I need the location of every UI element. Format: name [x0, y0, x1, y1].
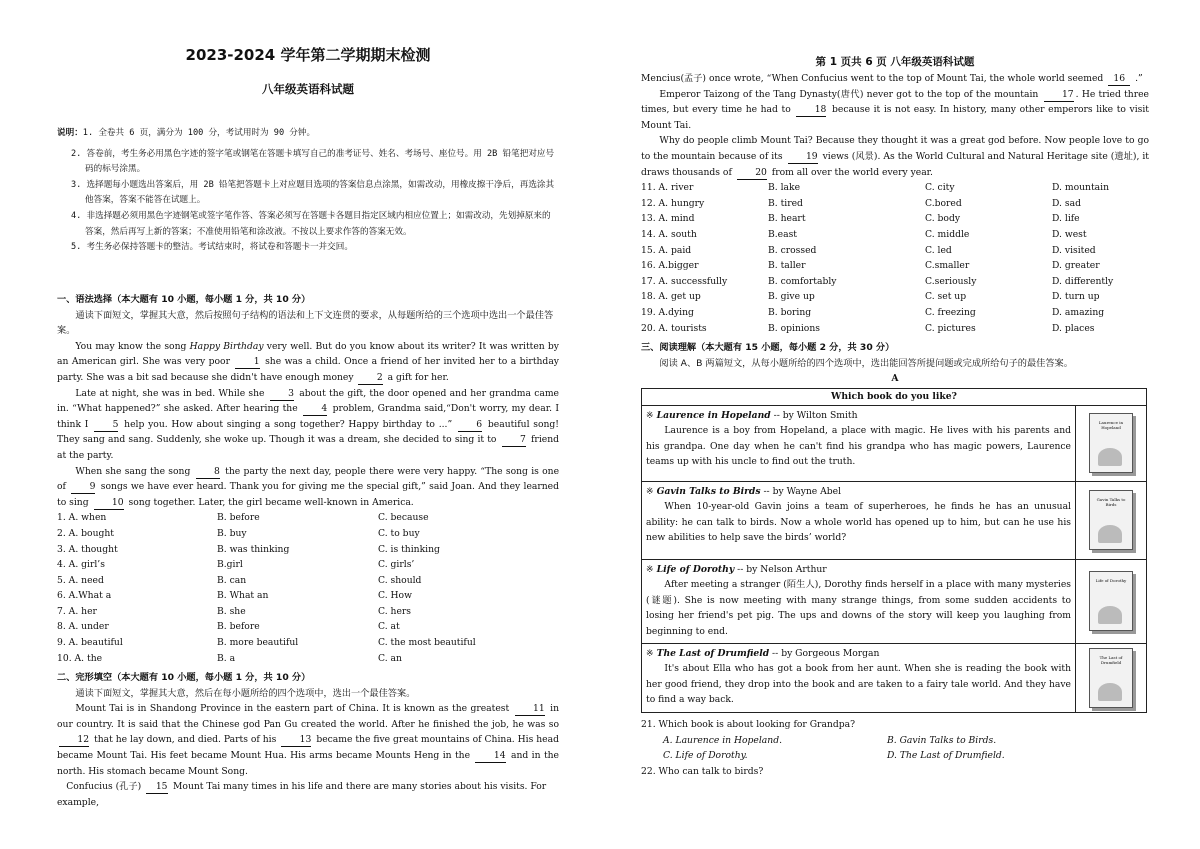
option-cell: B. tired: [768, 197, 803, 209]
option-cell: B. opinions: [768, 322, 820, 334]
blank-3: 3: [270, 388, 294, 401]
book-table: [641, 388, 1147, 713]
option-d: D. The Last of Drumfield.: [887, 750, 1005, 762]
option-cell: C.seriously: [925, 275, 977, 287]
book-row: [642, 559, 1147, 643]
blank-16: 16: [1108, 73, 1130, 86]
notes-label: 说明：: [57, 128, 83, 138]
option-cell: C.bored: [925, 197, 962, 209]
right-column: [641, 0, 1149, 849]
book-cover-image: [1089, 490, 1133, 550]
option-cell: C. is thinking: [378, 543, 440, 555]
passage-paragraph: Late at night, she was in bed. While she 3 about the gift, the door opened and her grandma came in. “What happened?” she asked. After hearing the 4 problem, Grandma said,“Don't worry, my dear. I think I 5 help you. How about singing a song together? Happy birthday to ...” 6 beautiful song! They sang and sang. Suddenly, she woke up. Though it was a dream, she decided to sing it to 7 friend at the party.: [57, 387, 559, 461]
blank-20: 20: [737, 167, 767, 180]
option-cell: C. How: [378, 590, 412, 602]
option-cell: 14. A. south: [641, 228, 697, 240]
book-title: Laurence in Hopeland: [656, 409, 771, 421]
blank-10: 10: [94, 497, 124, 510]
book-cover-title: Gavin Talks to Birds: [1096, 497, 1126, 508]
option-cell: 16. A.bigger: [641, 260, 699, 272]
question-21: 21. Which book is about looking for Grandpa?: [641, 719, 855, 730]
book-cover-image: [1089, 648, 1133, 708]
option-cell: D. life: [1052, 213, 1080, 225]
option-cell: D. visited: [1052, 244, 1096, 256]
section-heading: 二、完形填空（本大题有 10 小题，每小题 1 分，共 10 分）: [57, 672, 311, 683]
section-reading: [641, 340, 1149, 387]
book-description: After meeting a stranger (陌生人), Dorothy finds herself in a place with many mysteries (谜题). She is now meeting with many strange things, from some sudden accidents to losing her friend's pet pig. The ups and downs of the story will keep you laughing from beginning to end.: [646, 579, 1071, 637]
questions: [641, 717, 1149, 779]
section-instruction: 通读下面短文，掌握其大意，然后在每小题所给的四个选项中，选出一个最佳答案。: [75, 687, 416, 699]
section-instruction: 阅读 A、B 两篇短文，从每小题所给的四个选项中，选出能回答所提问题或完成所给句子的最佳答案。: [659, 357, 1073, 369]
blank-14: 14: [475, 750, 505, 763]
book-cover-image: [1089, 571, 1133, 631]
left-column: [57, 0, 559, 849]
book-cover-title: The Last of Drumfield: [1099, 654, 1123, 665]
option-cell: D. amazing: [1052, 306, 1105, 318]
option-cell: C. city: [925, 182, 955, 194]
option-cell: B. can: [217, 574, 247, 586]
book-title: Gavin Talks to Birds: [656, 485, 761, 497]
section-heading: 一、语法选择（本大题有 10 小题，每小题 1 分，共 10 分）: [57, 294, 311, 305]
option-cell: D. west: [1052, 228, 1087, 240]
option-cell: B. before: [217, 621, 260, 633]
option-cell: B. crossed: [768, 244, 817, 256]
book-author: -- by Gorgeous Morgan: [769, 647, 880, 659]
option-cell: B. What an: [217, 590, 269, 602]
option-cell: C. because: [378, 512, 429, 524]
note-item: 4. 非选择题必须用黑色字迹钢笔或签字笔作答、答案必须写在答题卡各题目指定区域内相应位置上；如需改动，先划掉原来的答案，然后再写上新的答案；不准使用铅笔和涂改液。不按以上要求作答的答案无效。: [71, 210, 551, 237]
option-cell: B. heart: [768, 213, 806, 225]
cloze-continued: [641, 71, 1149, 336]
option-cell: B. taller: [768, 260, 806, 272]
option-cell: C. set up: [925, 291, 967, 303]
book-description: Laurence is a boy from Hopeland, a place with magic. He lives with his parents and his grandpa. One day when he can't find his grandpa who has magic powers, Laurence teams up with his uncle to find out the truth.: [646, 425, 1071, 468]
book-cover-cell: [1076, 643, 1147, 712]
option-cell: C. middle: [925, 228, 970, 240]
passage-label: A: [891, 373, 899, 385]
book-entry: [642, 405, 1076, 481]
note-mark: ※: [646, 563, 654, 575]
option-c: C. Life of Dorothy.: [663, 750, 748, 762]
blank-12: 12: [59, 734, 89, 747]
option-cell: 12. A. hungry: [641, 197, 705, 209]
passage-paragraph: Why do people climb Mount Tai? Because they thought it was a great god before. Now people love to go to the mountain because of its 19 views (风景). As the World Cultural and Natural Heritage site (遗址), it draws thousands of 20 from all over the world every year.: [641, 135, 1149, 178]
passage-paragraph: Mount Tai is in Shandong Province in the eastern part of China. It is known as the greatest 11 in our country. It is said that the Chinese god Pan Gu created the world. After he finished the job, he was so 12 that he lay down, and died. Parts of his 13 became the five great mountains of China. His head became Mount Tai. His feet became Mount Hua. His arms became Mounts Heng in the 14 and in the north. His stomach became Mount Song.: [57, 703, 559, 777]
option-b: B. Gavin Talks to Birds.: [887, 734, 997, 746]
blank-13: 13: [281, 734, 311, 747]
option-cell: C. pictures: [925, 322, 976, 334]
book-description: It's about Ella who has got a book from her aunt. When she is reading the book with her good friend, they drop into the book and are taken to a fairy tale world. And they have to find a way back.: [646, 663, 1071, 706]
option-cell: B. give up: [768, 291, 815, 303]
option-cell: 2. A. bought: [57, 527, 114, 539]
option-cell: B. before: [217, 512, 260, 524]
option-cell: B. more beautiful: [217, 637, 299, 649]
blank-2: 2: [358, 372, 382, 385]
note-item: 2. 答卷前，考生务必用黑色字迹的签字笔或钢笔在答题卡填写自己的准考证号、姓名、考场号、座位号。用 2B 铅笔把对应号码的标号涂黑。: [71, 148, 555, 175]
option-cell: B. she: [217, 605, 246, 617]
note-mark: ※: [646, 647, 654, 659]
blank-8: 8: [196, 466, 220, 479]
blank-7: 7: [502, 434, 526, 447]
option-cell: D. greater: [1052, 260, 1100, 272]
book-cover-title: Life of Dorothy: [1095, 578, 1127, 584]
blank-9: 9: [71, 481, 95, 494]
option-cell: C. led: [925, 244, 952, 256]
blank-19: 19: [788, 151, 818, 164]
option-cell: C. the most beautiful: [378, 637, 476, 649]
option-cell: 10. A. the: [57, 652, 103, 664]
option-a: A. Laurence in Hopeland.: [663, 734, 782, 746]
note-mark: ※: [646, 409, 654, 421]
blank-4: 4: [303, 403, 327, 416]
option-cell: 6. A.What a: [57, 590, 112, 602]
passage-paragraph: Confucius (孔子) 15 Mount Tai many times in his life and there are many stories about his visits. For example,: [57, 781, 547, 808]
section-heading: 三、阅读理解（本大题有 15 小题，每小题 2 分，共 30 分）: [641, 342, 895, 353]
book-author: -- by Nelson Arthur: [734, 563, 827, 575]
book-cover-cell: [1076, 405, 1147, 481]
option-cell: 18. A. get up: [641, 291, 701, 303]
book-cover-cell: [1076, 481, 1147, 559]
option-cell: C. body: [925, 213, 961, 225]
book-cover-image: [1089, 413, 1133, 473]
option-cell: C.smaller: [925, 260, 970, 272]
option-cell: C. to buy: [378, 527, 420, 539]
page-header: 第 1 页共 6 页 八年级英语科试题: [815, 56, 975, 68]
note-item: 5. 考生务必保持答题卡的整洁。考试结束时，将试卷和答题卡一并交回。: [71, 242, 353, 253]
option-cell: C. girls’: [378, 559, 415, 571]
section-grammar: [57, 292, 559, 666]
option-cell: 15. A. paid: [641, 244, 692, 256]
option-cell: B. comfortably: [768, 275, 837, 287]
question-21-options: [641, 733, 1149, 764]
section-cloze: [57, 670, 559, 810]
question-22: 22. Who can talk to birds?: [641, 765, 764, 777]
option-cell: D. sad: [1052, 197, 1081, 209]
option-cell: B. lake: [768, 182, 801, 194]
note-item: 1. 全卷共 6 页，满分为 100 分，考试用时为 90 分钟。: [82, 128, 316, 138]
book-row: [642, 481, 1147, 559]
option-cell: D. mountain: [1052, 182, 1109, 194]
blank-5: 5: [94, 419, 118, 432]
option-cell: 7. A. her: [57, 605, 97, 617]
option-cell: 1. A. when: [57, 512, 107, 524]
note-item: 3. 选择题每小题选出答案后，用 2B 铅笔把答题卡上对应题目选项的答案信息点涂黑，如需改动，用橡皮擦干净后，再选涂其他答案，答案不能答在试题上。: [71, 179, 555, 206]
book-entry: [642, 481, 1076, 559]
option-cell: 17. A. successfully: [641, 275, 728, 287]
option-cell: B. a: [217, 652, 236, 664]
book-author: -- by Wilton Smith: [770, 409, 858, 421]
book-description: When 10-year-old Gavin joins a team of superheroes, he finds he has an unusual ability: he can talk to birds. Now a whole world has opened up to him, but can he use his new abilities to help save the birds’ world?: [646, 501, 1071, 544]
option-cell: B.east: [768, 228, 797, 240]
book-row: [642, 643, 1147, 712]
option-cell: 3. A. thought: [57, 543, 118, 555]
cloze-options: [641, 180, 1149, 336]
option-cell: B.girl: [217, 559, 243, 571]
table-title: Which book do you like?: [642, 389, 1147, 406]
exam-title: 2023-2024 学年第二学期期末检测: [185, 46, 431, 64]
blank-15: 15: [146, 781, 168, 794]
grammar-options: [57, 510, 559, 666]
option-cell: C. an: [378, 652, 402, 664]
option-cell: C. freezing: [925, 306, 976, 318]
option-cell: B. was thinking: [217, 543, 290, 555]
option-cell: D. turn up: [1052, 291, 1100, 303]
book-cover-cell: [1076, 559, 1147, 643]
note-mark: ※: [646, 485, 654, 497]
option-cell: 9. A. beautiful: [57, 637, 123, 649]
option-cell: C. hers: [378, 605, 412, 617]
option-cell: 13. A. mind: [641, 213, 695, 225]
passage-paragraph: Emperor Taizong of the Tang Dynasty(唐代) never got to the top of the mountain 17 . He tried three times, but every time he had to 18 because it is not easy. In history, many other emperors like to visit Mount Tai.: [641, 88, 1149, 131]
option-cell: 4. A. girl’s: [57, 559, 105, 571]
book-cover-title: Laurence in Hopeland: [1098, 420, 1124, 431]
option-cell: B. boring: [768, 306, 812, 318]
book-title: Life of Dorothy: [656, 563, 735, 575]
passage-paragraph: When she sang the song 8 the party the next day, people there were very happy. “The song is one of 9 songs we have ever heard. Thank you for giving me the special gift,” said Joan. And they learned to sing 10 song together. Later, the girl became well-known in America.: [57, 465, 560, 508]
blank-11: 11: [515, 703, 545, 716]
instructions: [57, 126, 559, 256]
blank-17: 17: [1044, 89, 1074, 102]
book-title: The Last of Drumfield: [656, 647, 770, 659]
option-cell: 11. A. river: [641, 182, 694, 194]
passage-paragraph: You may know the song Happy Birthday very well. But do you know about its writer? It was written by an American girl. She was very poor 1 she was a child. Once a friend of her invited her to a birthday party. She was a bit sad because she didn't have enough money 2 a gift for her.: [57, 340, 559, 383]
option-cell: D. differently: [1052, 275, 1114, 287]
blank-6: 6: [458, 419, 482, 432]
book-entry: [642, 643, 1076, 712]
exam-subtitle: 八年级英语科试题: [262, 82, 354, 96]
option-cell: B. buy: [217, 527, 247, 539]
book-row: [642, 405, 1147, 481]
option-cell: 8. A. under: [57, 621, 109, 633]
option-cell: C. at: [378, 621, 400, 633]
option-cell: D. places: [1052, 322, 1095, 334]
option-cell: 20. A. tourists: [641, 322, 707, 334]
book-author: -- by Wayne Abel: [760, 485, 842, 497]
blank-18: 18: [796, 104, 826, 117]
blank-1: 1: [235, 356, 259, 369]
book-entry: [642, 559, 1076, 643]
option-cell: 5. A. need: [57, 574, 104, 586]
section-instruction: 通读下面短文，掌握其大意，然后按照句子结构的语法和上下文连贯的要求，从每题所给的三个选项中选出一个最佳答案。: [57, 309, 554, 337]
option-cell: 19. A.dying: [641, 306, 694, 318]
option-cell: C. should: [378, 574, 422, 586]
passage-paragraph: Mencius(孟子) once wrote, “When Confucius went to the top of Mount Tai, the whole world seemed 16 .”: [641, 73, 1143, 84]
